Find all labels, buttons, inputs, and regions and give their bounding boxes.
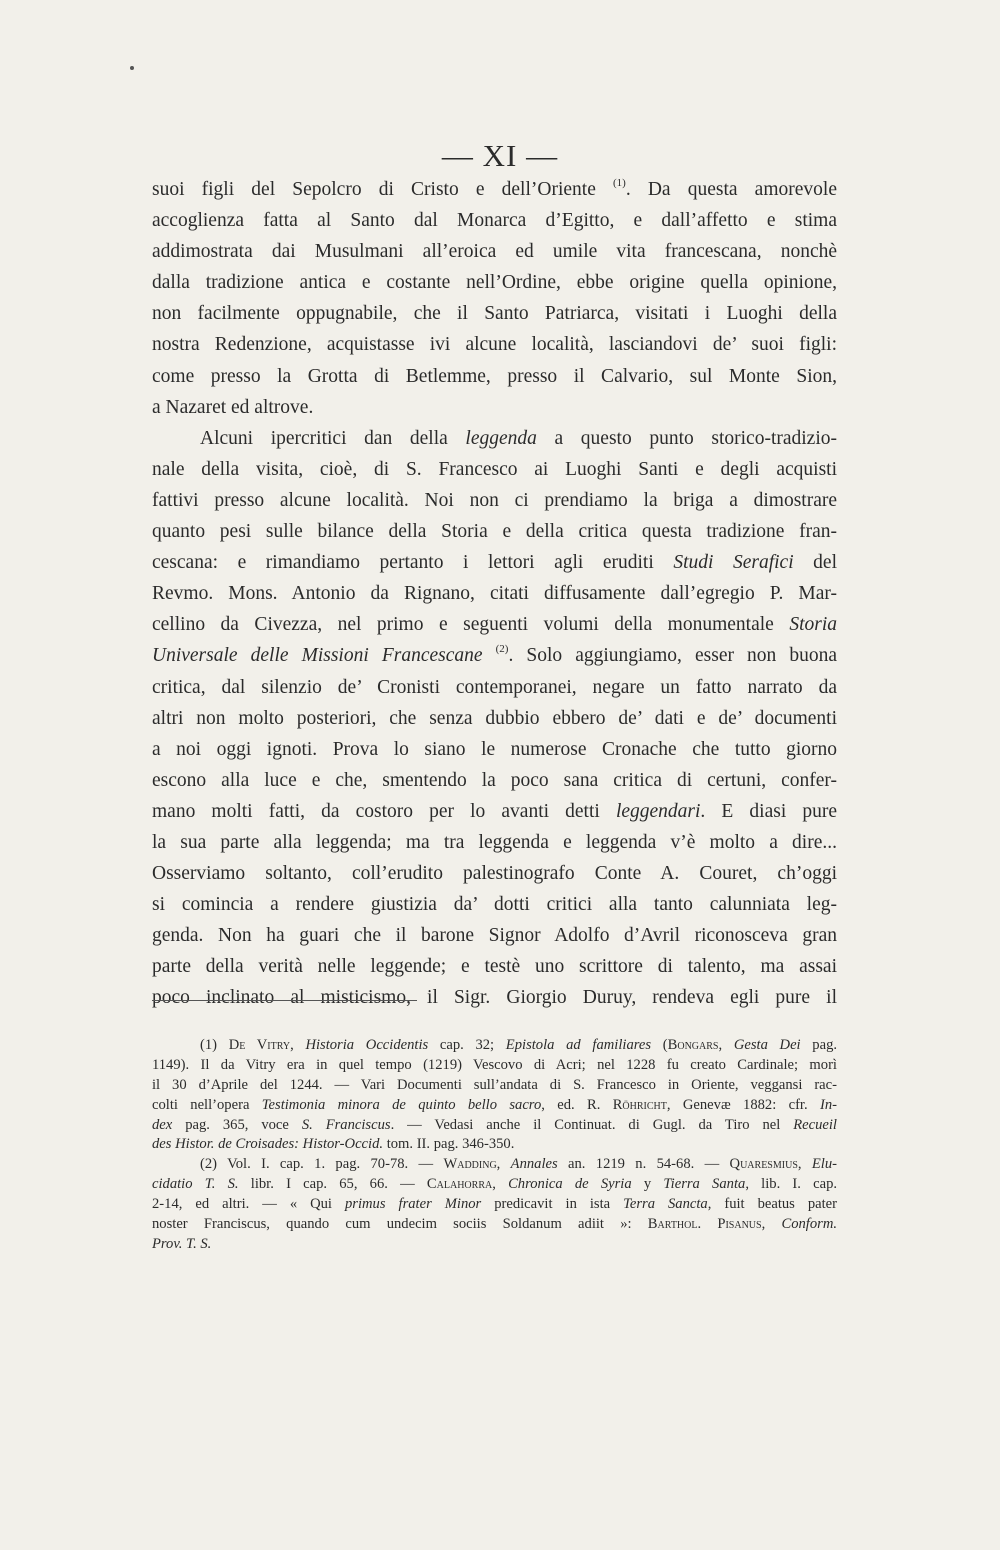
text-line xyxy=(152,827,837,858)
text-line xyxy=(152,765,837,796)
text-run: Bongars xyxy=(667,1037,719,1053)
text-run: Wadding xyxy=(443,1156,497,1173)
text-run: tom. II. pag. 346-350. xyxy=(383,1136,515,1153)
text-run: Storia xyxy=(789,614,837,636)
text-line xyxy=(152,547,837,578)
text-line xyxy=(152,640,837,671)
text-line xyxy=(152,454,837,485)
text-run: . Da questa amorevole xyxy=(625,179,837,200)
footnote-line xyxy=(152,1135,837,1155)
text-line xyxy=(152,703,837,734)
text-run: genda. Non ha guari che il barone Signor Adolfo d’Avril riconosceva gran xyxy=(152,925,837,947)
text-run: a Nazaret ed altrove. xyxy=(152,396,314,418)
text-run: Gesta Dei xyxy=(733,1037,801,1053)
text-run: leggendari xyxy=(615,800,701,822)
text-run: nostra Redenzione, acquistasse ivi alcune località, lasciandovi de’ suoi figli: xyxy=(152,334,837,356)
text-line xyxy=(152,920,837,951)
text-line xyxy=(152,392,837,423)
text-run: . E diasi pure xyxy=(700,800,838,822)
text-line xyxy=(152,423,837,454)
main-text xyxy=(152,174,837,1014)
text-run: cap. 32; xyxy=(428,1037,506,1053)
text-run: . Solo aggiungiamo, esser non buona xyxy=(508,645,838,667)
text-line xyxy=(152,236,837,267)
text-run: Epistola ad familiares xyxy=(505,1037,652,1053)
text-run: primus frater Minor xyxy=(344,1196,482,1213)
footnote-line xyxy=(152,1076,837,1096)
text-line xyxy=(152,267,837,298)
text-run: pag. 365, voce xyxy=(172,1116,302,1133)
footnote-line xyxy=(152,1215,837,1235)
footnote-line xyxy=(152,1155,837,1175)
text-line xyxy=(152,361,837,392)
text-run: a noi oggi ignoti. Prova lo siano le numerose Cronache che tutto giorno xyxy=(152,738,837,760)
text-run: poco inclinato al misticismo, il Sigr. Giorgio Duruy, rendeva egli pure il xyxy=(152,987,837,1009)
text-line xyxy=(152,796,837,827)
text-line xyxy=(152,485,837,516)
text-run: 1149). Il da Vitry era in quel tempo (1219) Vescovo di Acri; nel 1228 fu creato Cardinale; morì xyxy=(152,1056,837,1073)
text-run: Revmo. Mons. Antonio da Rignano, citati diffusamente dall’egregio P. Mar- xyxy=(152,583,837,605)
text-run: Chronica de Syria xyxy=(508,1176,632,1193)
text-line xyxy=(152,672,837,703)
text-run: Terra Sancta xyxy=(623,1196,708,1213)
text-run: (1) xyxy=(200,1037,229,1053)
text-line xyxy=(152,578,837,609)
text-run: 2-14, ed altri. — « Qui xyxy=(152,1196,345,1213)
text-run: Alcuni ipercritici dan della xyxy=(200,427,466,449)
text-run: , lib. I. cap. xyxy=(745,1176,838,1193)
text-run: Historia Occidentis xyxy=(305,1037,429,1053)
text-line xyxy=(152,734,837,765)
text-run: Röhricht xyxy=(612,1096,667,1113)
text-run: Annales xyxy=(510,1156,558,1173)
footnote-line xyxy=(152,1036,837,1056)
page-header: — XI — xyxy=(441,138,559,173)
text-run: noster Franciscus, quando cum undecim sociis Soldanum adiit »: xyxy=(152,1216,648,1233)
text-run: , xyxy=(492,1176,509,1193)
text-run: Quaresmius xyxy=(729,1156,798,1173)
text-line xyxy=(152,858,837,889)
text-run: Calahorra xyxy=(426,1176,493,1193)
text-line xyxy=(152,329,837,360)
text-run: non facilmente oppugnabile, che il Santo Patriarca, visitati i Luoghi della xyxy=(152,303,837,325)
text-run xyxy=(483,645,496,666)
text-run: Barthol. Pisanus xyxy=(647,1216,762,1233)
text-line xyxy=(152,298,837,329)
text-run: parte della verità nelle leggende; e testè uno scrittore di talento, ma assai xyxy=(152,956,837,978)
text-run: come presso la Grotta di Betlemme, presso il Calvario, sul Monte Sion, xyxy=(152,365,837,387)
text-run: cellino da Civezza, nel primo e seguenti volumi della monumentale xyxy=(152,614,790,636)
text-run: In- xyxy=(819,1096,837,1113)
text-run: la sua parte alla leggenda; ma tra leggenda e leggenda v’è molto a dire... xyxy=(152,831,837,853)
footnote-ref: (1) xyxy=(613,177,626,189)
footnote-line xyxy=(152,1116,837,1136)
text-line xyxy=(152,951,837,982)
ink-speck xyxy=(130,66,134,70)
text-run: . — Vedasi anche il Continuat. di Gugl. da Tiro nel xyxy=(390,1116,794,1133)
text-run: Osserviamo soltanto, coll’erudito palestinografo Conte A. Couret, ch’oggi xyxy=(152,863,837,885)
text-run: libr. I cap. 65, 66. — xyxy=(238,1176,427,1193)
footnote-line xyxy=(152,1096,837,1116)
text-run: , xyxy=(797,1156,812,1173)
text-run: des Histor. de Croisades: Histor-Occid. xyxy=(152,1136,384,1153)
text-run: Testimonia minora de quinto bello sacro xyxy=(261,1096,542,1113)
text-run: , fuit beatus pater xyxy=(707,1196,837,1213)
text-run: S. Franciscus xyxy=(301,1116,391,1133)
text-run: addimostrata dai Musulmani all’eroica ed umile vita francescana, nonchè xyxy=(152,241,837,263)
text-run: Tierra Santa xyxy=(663,1176,746,1193)
text-line xyxy=(152,889,837,920)
text-line xyxy=(152,982,837,1013)
text-run: Recueil xyxy=(793,1116,837,1133)
text-run: pag. xyxy=(800,1037,838,1053)
text-run: si comincia a rendere giustizia da’ dotti critici alla tanto calunniata leg- xyxy=(152,894,837,916)
text-run: nale della visita, cioè, di S. Francesco ai Luoghi Santi e degli acquisti xyxy=(152,458,837,480)
text-run: dex xyxy=(152,1116,173,1133)
text-run: accoglienza fatta al Santo dal Monarca d’Egitto, e dall’affetto e stima xyxy=(152,210,837,232)
text-run: , ed. R. xyxy=(541,1096,613,1113)
footnotes xyxy=(152,1036,837,1255)
text-run: quanto pesi sulle bilance della Storia e della critica questa tradizione fran- xyxy=(152,521,837,543)
footnote-rule xyxy=(152,1000,417,1001)
text-run: an. 1219 n. 54-68. — xyxy=(557,1156,730,1173)
text-run: ( xyxy=(651,1037,668,1053)
text-line xyxy=(152,174,837,205)
footnote-line xyxy=(152,1235,837,1255)
text-run: Prov. T. S. xyxy=(152,1235,212,1252)
text-line xyxy=(152,609,837,640)
text-run: Conform. xyxy=(781,1216,838,1233)
footnote-ref: (2) xyxy=(495,643,509,656)
text-run: colti nell’opera xyxy=(152,1096,262,1113)
text-run: y xyxy=(631,1176,664,1193)
text-run: , xyxy=(761,1216,782,1233)
text-line xyxy=(152,205,837,236)
text-run: suoi figli del Sepolcro di Cristo e dell’Oriente xyxy=(152,179,613,200)
text-run: cescana: e rimandiamo pertanto i lettori agli eruditi xyxy=(152,552,674,574)
text-line xyxy=(152,516,837,547)
footnote-line xyxy=(152,1175,837,1195)
text-run: Universale delle Missioni Francescane xyxy=(152,645,483,667)
text-run: , xyxy=(290,1037,306,1053)
text-run: leggenda xyxy=(465,427,537,449)
text-run: altri non molto posteriori, che senza dubbio ebbero de’ dati e de’ documenti xyxy=(152,707,837,729)
text-run: , Genevæ 1882: cfr. xyxy=(666,1096,820,1113)
text-run: critica, dal silenzio de’ Cronisti contemporanei, negare un fatto narrato da xyxy=(152,676,837,698)
text-run: Elu- xyxy=(811,1156,837,1173)
text-run: (2) Vol. I. cap. 1. pag. 70-78. — xyxy=(200,1156,444,1173)
text-run: cidatio T. S. xyxy=(152,1176,239,1193)
text-run: predicavit in ista xyxy=(481,1196,624,1213)
footnote-line xyxy=(152,1195,837,1215)
text-run: , xyxy=(496,1156,511,1173)
text-run: a questo punto storico-tradizio- xyxy=(536,427,837,449)
text-run: Studi Serafici xyxy=(673,552,794,574)
text-run: escono alla luce e che, smentendo la poco sana critica di certuni, confer- xyxy=(152,769,837,791)
text-run: mano molti fatti, da costoro per lo avanti detti xyxy=(152,800,616,822)
text-run: dalla tradizione antica e costante nell’Ordine, ebbe origine quella opinione, xyxy=(152,272,837,294)
text-run: , xyxy=(718,1037,734,1053)
text-run: fattivi presso alcune località. Noi non ci prendiamo la briga a dimostrare xyxy=(152,489,837,511)
text-run: il 30 d’Aprile del 1244. — Vari Documenti sull’andata di S. Francesco in Oriente, veggansi rac- xyxy=(152,1076,837,1093)
text-run: De Vitry xyxy=(228,1037,291,1053)
text-run: del xyxy=(793,552,837,574)
footnote-line xyxy=(152,1056,837,1076)
